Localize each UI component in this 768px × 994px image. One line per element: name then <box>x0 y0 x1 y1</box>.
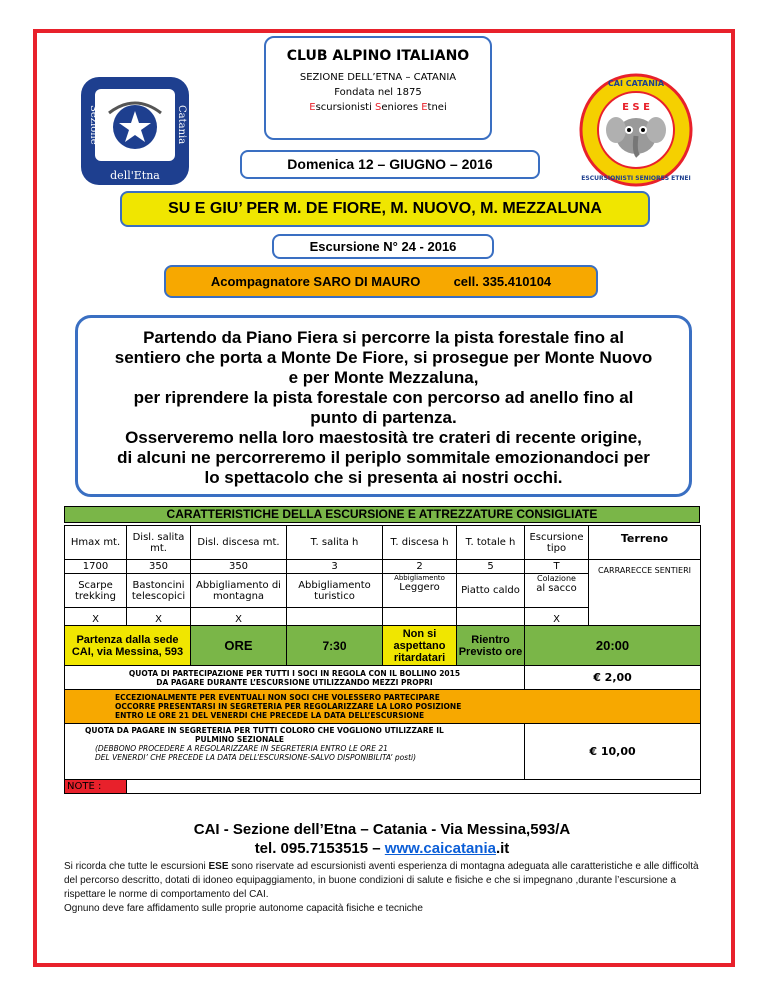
ese-arc-top: CAI CATANIA <box>607 79 665 88</box>
excursion-table: Hmax mt. Disl. salita mt. Disl. discesa mt. T. salita h T. discesa h T. totale h Escursione tipo Terreno 1700 350 350 3 2 5 T CARRARECCE SENTIERI Scarpe trekking Bastoncini telescopici Abbigliamento di montagna Abbigliamento turistico Abbigliamento Leggero Piatto caldo Colazione al sacco X X X X Partenza dalla sede CAI, via Messina, 593 ORE 7:30 Non si aspettano ritardatari Rientro Previsto ore 20:00 QUOTA DI PARTECIPAZIONE PER TUTTI I SOCI IN REGOLA CON IL BOLLINO 2015 DA PAGARE DURANTE L’ESCURSIONE UTILIZZANDO MEZZI PROPRI € 2,00 ECCEZIONALMENTE PER EVENTUALI NON SOCI CHE VOLESSERO PARTECIPARE OCCORRE PRESENTARSI IN SEGRETERIA PER REGOLARIZZARE LA LORO POSIZIONE ENTRO LE ORE 21 DEL VENERDI CHE PRECEDE LA DATA DELL’ESCURSIONE QUOTA DA PAGARE IN SEGRETERIA PER TUTTI COLORO CHE VOGLIONO UTILIZZARE IL PULMINO SEZIONALE (DEBBONO PROCEDERE A REGOLARIZZARE IN SEGRETERIA ENTRO LE ORE 21 DEL VENERDI’ CHE PRECEDE LA DATA DELL’ESCURSIONE-SALVO DISPONIBILITA’ posti) € 10,00 NOTE : <box>64 525 701 794</box>
departure: Partenza dalla sede CAI, via Messina, 593 <box>65 626 191 666</box>
ese-logo <box>578 72 694 188</box>
logo-right-text: Catania <box>176 105 187 145</box>
guide-info <box>164 265 598 298</box>
col-t-discesa: T. discesa h <box>383 526 457 560</box>
disclaimer: Si ricorda che tutte le escursioni ESE sono riservate ad escursionisti aventi esperienza di montagna adeguata alle caratteristiche e alle difficoltà del percorso descritto, dotati di idoneo equipaggiamento, in buone condizioni di salute e fisiche e che si impegnano ,durante l’escursione a rispettare le norme di comportamento del CAI. Ognuno deve fare affidamento sulle proprie autonome capacità fisiche e tecniche <box>64 861 699 914</box>
return-time: 20:00 <box>525 626 701 666</box>
col-terreno: Terreno <box>589 526 701 560</box>
excursion-number: Escursione N° 24 - 2016 <box>272 234 494 259</box>
footer <box>64 820 700 916</box>
section-header: CARATTERISTICHE DELLA ESCURSIONE E ATTREZZATURE CONSIGLIATE <box>64 506 700 523</box>
col-t-salita: T. salita h <box>287 526 383 560</box>
footer-address: CAI - Sezione dell’Etna – Catania - Via Messina,593/A <box>193 821 571 838</box>
guide-name: Acompagnatore SARO DI MAURO <box>210 274 421 289</box>
terrain: CARRARECCE SENTIERI <box>589 560 701 626</box>
cai-section-logo <box>79 75 191 187</box>
departure-time: 7:30 <box>287 626 383 666</box>
club-ese: Escursionisti Seniores Etnei <box>309 102 447 113</box>
guide-phone: cell. 335.410104 <box>453 274 552 289</box>
logo-left-text: Sezione <box>88 105 99 145</box>
club-founded: Fondata nel 1875 <box>334 87 422 98</box>
ese-arc-bottom: ESCURSIONISTI SENIORES ETNEI <box>581 175 691 182</box>
footer-tel: tel. 095.7153515 – www.caicatania.it <box>254 840 510 857</box>
ese-letters: E S E <box>622 102 650 113</box>
no-wait: Non si aspettano ritardatari <box>383 626 457 666</box>
bus-price: € 10,00 <box>525 724 701 780</box>
return-label: Rientro Previsto ore <box>457 626 525 666</box>
ore-label: ORE <box>191 626 287 666</box>
club-section: SEZIONE DELL’ETNA – CATANIA <box>299 72 457 83</box>
description: Partendo da Piano Fiera si percorre la pista forestale fino al sentiero che porta a Monte De Fiore, si prosegue per Monte Nuovo e per Monte Mezzaluna, per riprendere la pista forestale con percorso ad anello fino al punto di partenza. Osserveremo nella loro maestosità tre crateri di recente origine, di alcuni ne percorreremo il periplo sommitale emozionandoci per lo spettacolo che si presenta ai nostri occhi. <box>75 315 692 497</box>
col-tipo: Escursione tipo <box>525 526 589 560</box>
website-link[interactable]: www.caicatania <box>384 840 496 857</box>
col-t-totale: T. totale h <box>457 526 525 560</box>
note-label: NOTE : <box>65 780 127 794</box>
members-price: € 2,00 <box>525 666 701 690</box>
excursion-date: Domenica 12 – GIUGNO – 2016 <box>240 150 540 179</box>
col-disl-discesa: Disl. discesa mt. <box>191 526 287 560</box>
club-name: CLUB ALPINO ITALIANO <box>286 48 470 64</box>
excursion-title: SU E GIU’ PER M. DE FIORE, M. NUOVO, M. MEZZALUNA <box>120 191 650 227</box>
club-header <box>264 36 492 140</box>
col-hmax: Hmax mt. <box>65 526 127 560</box>
logo-bottom-text: dell'Etna <box>110 169 160 182</box>
col-disl-salita: Disl. salita mt. <box>127 526 191 560</box>
